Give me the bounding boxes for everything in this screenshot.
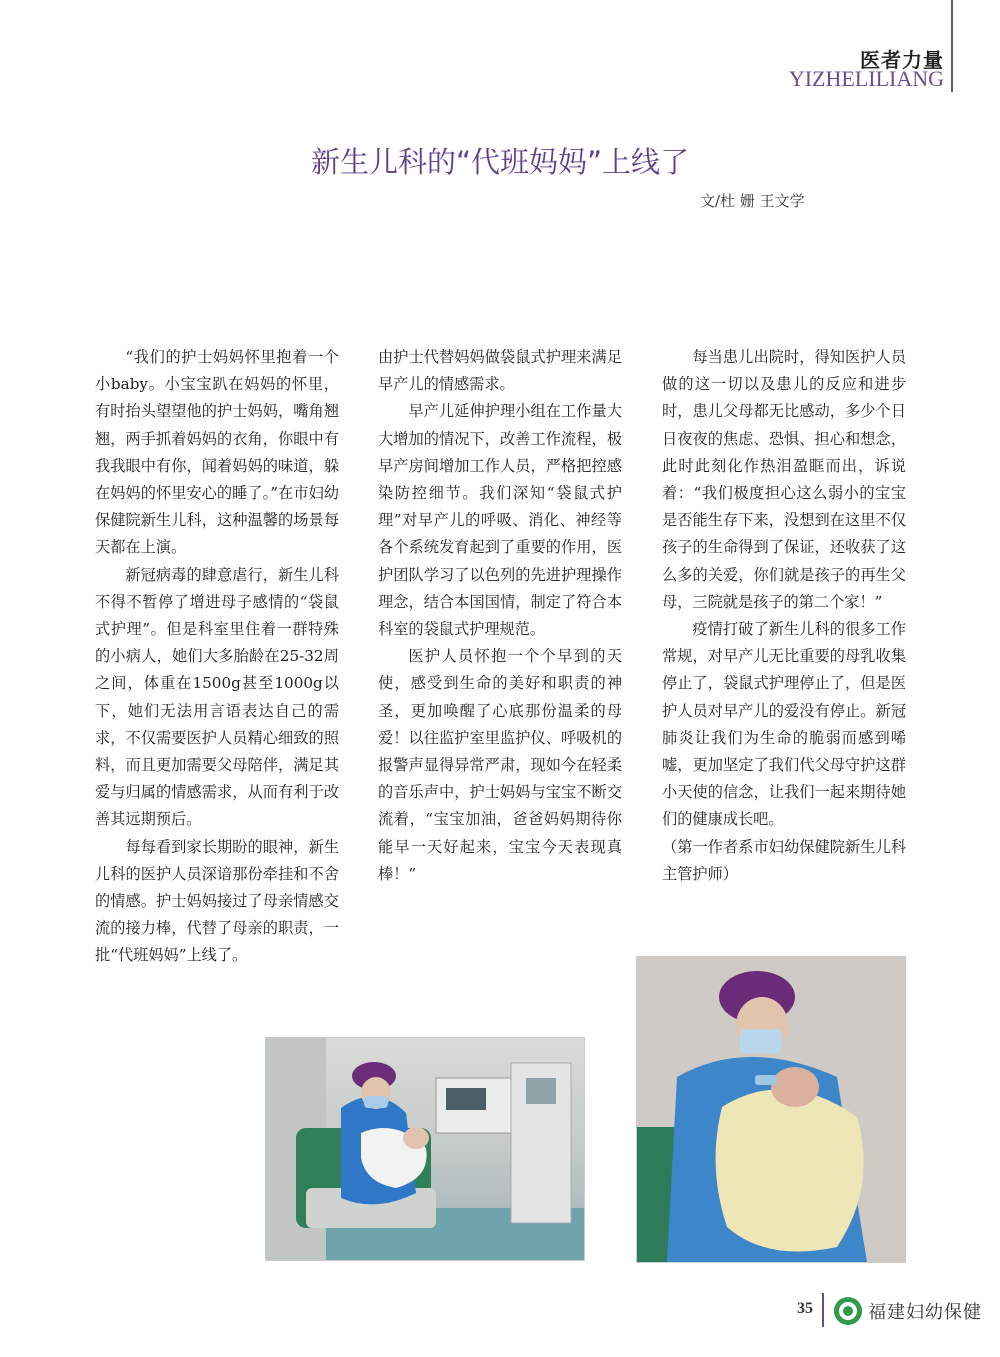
section-title-pinyin: YIZHELILIANG — [788, 66, 944, 91]
magazine-logo-icon — [833, 1296, 863, 1326]
paragraph: “我们的护士妈妈怀里抱着一个小baby。小宝宝趴在妈妈的怀里，有时抬头望望他的护士妈妈，嘴角翘翘，两手抓着妈妈的衣角，你眼中有我我眼中有你，闻着妈妈的味道，躲在妈妈的怀里安心的睡了。”在市妇幼保健院新生儿科，这种温馨的场景每天都在上演。 — [95, 348, 339, 557]
section-title: 医者力量 — [860, 48, 944, 72]
header-divider — [951, 0, 953, 92]
paragraph: 早产儿延伸护理小组在工作量大大增加的情况下，改善工作流程，极早产房间增加工作人员，严格把控感染防控细节。我们深知“袋鼠式护理”对早产儿的呼吸、消化、神经等各个系统发育起到了重要的作用，医护团队学习了以色列的先进护理操作理念，结合本国国情，制定了符合本科室的袋鼠式护理规范。 — [378, 402, 622, 639]
paragraph: 新冠病毒的肆意虐行，新生儿科不得不暂停了增进母子感情的“袋鼠式护理”。但是科室里住着一群特殊的小病人，她们大多胎龄在25-32周之间，体重在1500g甚至1000g以下，她们无法用言语表达自己的需求，不仅需要医护人员精心细致的照料，而且更加需要父母陪伴，满足其爱与归属的情感需求，从而有利于改善其远期预后。 — [95, 565, 339, 829]
article-byline: 文/杜 姗 王文学 — [700, 192, 805, 210]
page-number: 35 — [797, 1300, 813, 1317]
text-column-3 — [662, 344, 906, 888]
nurse-baby-illustration — [637, 957, 905, 1262]
text-column-1 — [95, 344, 339, 970]
paragraph: 每当患儿出院时，得知医护人员做的这一切以及患儿的反应和进步时，患儿父母都无比感动，多少个日日夜夜的焦虑、恐惧、担心和想念，此时此刻化作热泪盈眶而出，诉说着：“我们极度担心这么弱小的宝宝是否能生存下来，没想到在这里不仅孩子的生命得到了保证，还收获了这么多的关爱，你们就是孩子的再生父母，三院就是孩子的第二个家！” — [662, 348, 906, 611]
paragraph: 疫情打破了新生儿科的很多工作常规，对早产儿无比重要的母乳收集停止了，袋鼠式护理停止了，但是医护人员对早产儿的爱没有停止。新冠肺炎让我们为生命的脆弱而感到唏嘘，更加坚定了我们代父母守护这群小天使的信念，让我们一起来期待她们的健康成长吧。 — [662, 620, 906, 829]
photo-nurse-holding-baby — [636, 956, 906, 1263]
text-column-2 — [378, 344, 622, 888]
footer-divider — [822, 1293, 824, 1327]
paragraph: 每每看到家长期盼的眼神，新生儿科的医护人员深谙那份牵挂和不舍的情感。护士妈妈接过了母亲情感交流的接力棒，代替了母亲的职责，一批“代班妈妈”上线了。 — [95, 837, 339, 965]
author-note: （第一作者系市妇幼保健院新生儿科主管护师） — [662, 837, 906, 883]
photo-nurse-with-equipment — [265, 1037, 585, 1261]
paragraph: 由护士代替妈妈做袋鼠式护理来满足早产儿的情感需求。 — [378, 348, 622, 394]
magazine-name: 福建妇幼保健 — [868, 1302, 982, 1323]
article-title: 新生儿科的“代班妈妈”上线了 — [310, 145, 690, 179]
paragraph: 医护人员怀抱一个个早到的天使，感受到生命的美好和职责的神圣，更加唤醒了心底那份温柔的母爱！以往监护室里监护仪、呼吸机的报警声显得异常严肃，现如今在轻柔的音乐声中，护士妈妈与宝宝不断交流着，“宝宝加油，爸爸妈妈期待你能早一天好起来，宝宝今天表现真棒！” — [378, 647, 622, 883]
nurse-photo-illustration — [266, 1038, 584, 1260]
